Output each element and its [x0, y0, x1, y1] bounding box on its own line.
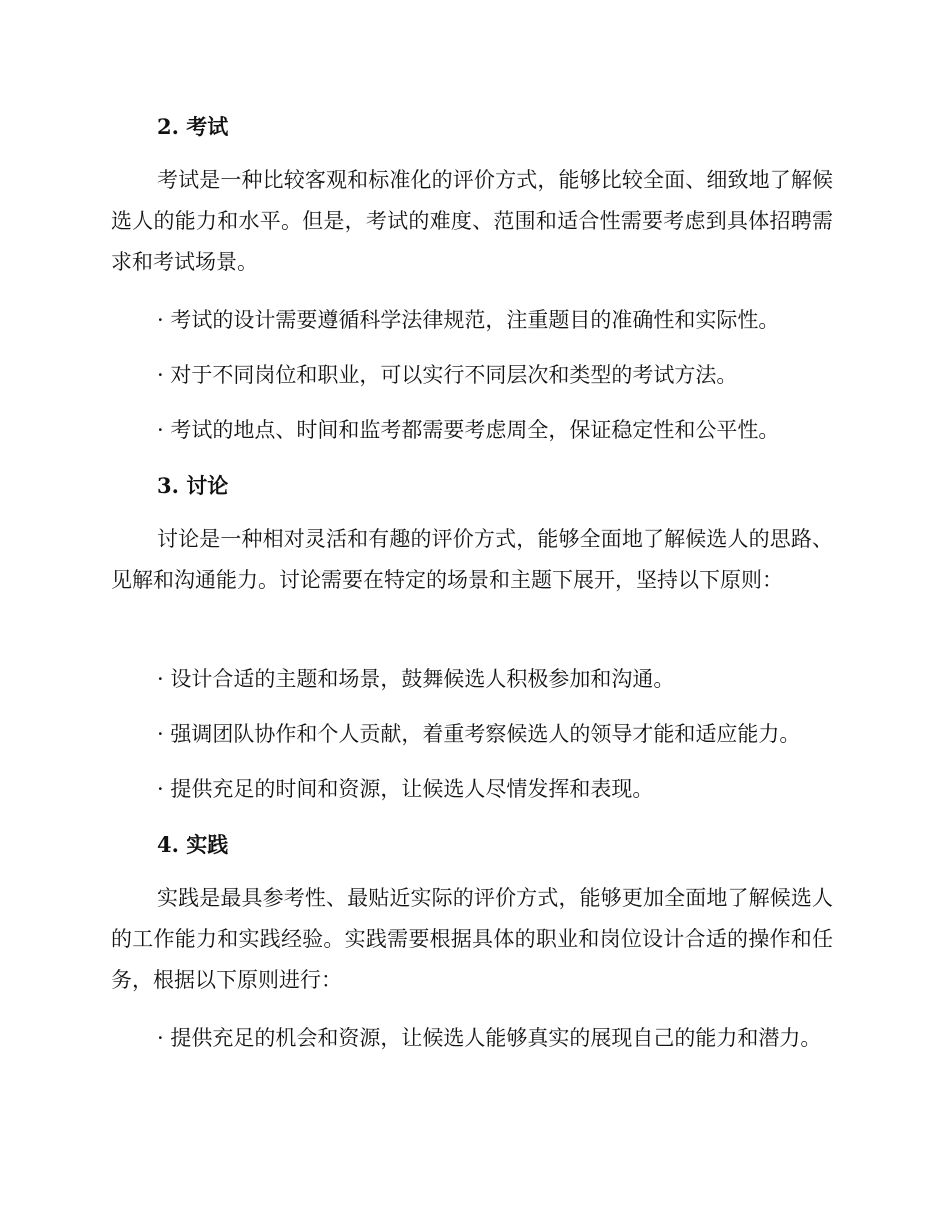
section-heading-discussion: 3. 讨论: [157, 473, 229, 498]
bullet-item: · 考试的地点、时间和监考都需要考虑周全，保证稳定性和公平性。: [157, 418, 780, 442]
bullet-item: · 考试的设计需要遵循科学法律规范，注重题目的准确性和实际性。: [157, 308, 780, 332]
section-heading-exam: 2. 考试: [157, 114, 229, 139]
section-paragraph-discussion: 讨论是一种相对灵活和有趣的评价方式，能够全面地了解候选人的思路、见解和沟通能力。讨论需要在特定的场景和主题下展开，坚持以下原则：: [111, 527, 833, 592]
bullet-item: · 强调团队协作和个人贡献，着重考察候选人的领导才能和适应能力。: [157, 722, 801, 746]
section-paragraph-exam: 考试是一种比较客观和标准化的评价方式，能够比较全面、细致地了解候选人的能力和水平。但是，考试的难度、范围和适合性需要考虑到具体招聘需求和考试场景。: [111, 168, 833, 274]
bullet-item: · 设计合适的主题和场景，鼓舞候选人积极参加和沟通。: [157, 667, 675, 691]
bullet-item: · 提供充足的机会和资源，让候选人能够真实的展现自己的能力和潜力。: [157, 1026, 822, 1050]
section-paragraph-practice: 实践是最具参考性、最贴近实际的评价方式，能够更加全面地了解候选人的工作能力和实践经验。实践需要根据具体的职业和岗位设计合适的操作和任务，根据以下原则进行：: [111, 886, 833, 992]
bullet-item: · 对于不同岗位和职业，可以实行不同层次和类型的考试方法。: [157, 363, 738, 387]
bullet-item: · 提供充足的时间和资源，让候选人尽情发挥和表现。: [157, 777, 654, 801]
section-heading-practice: 4. 实践: [157, 832, 229, 857]
